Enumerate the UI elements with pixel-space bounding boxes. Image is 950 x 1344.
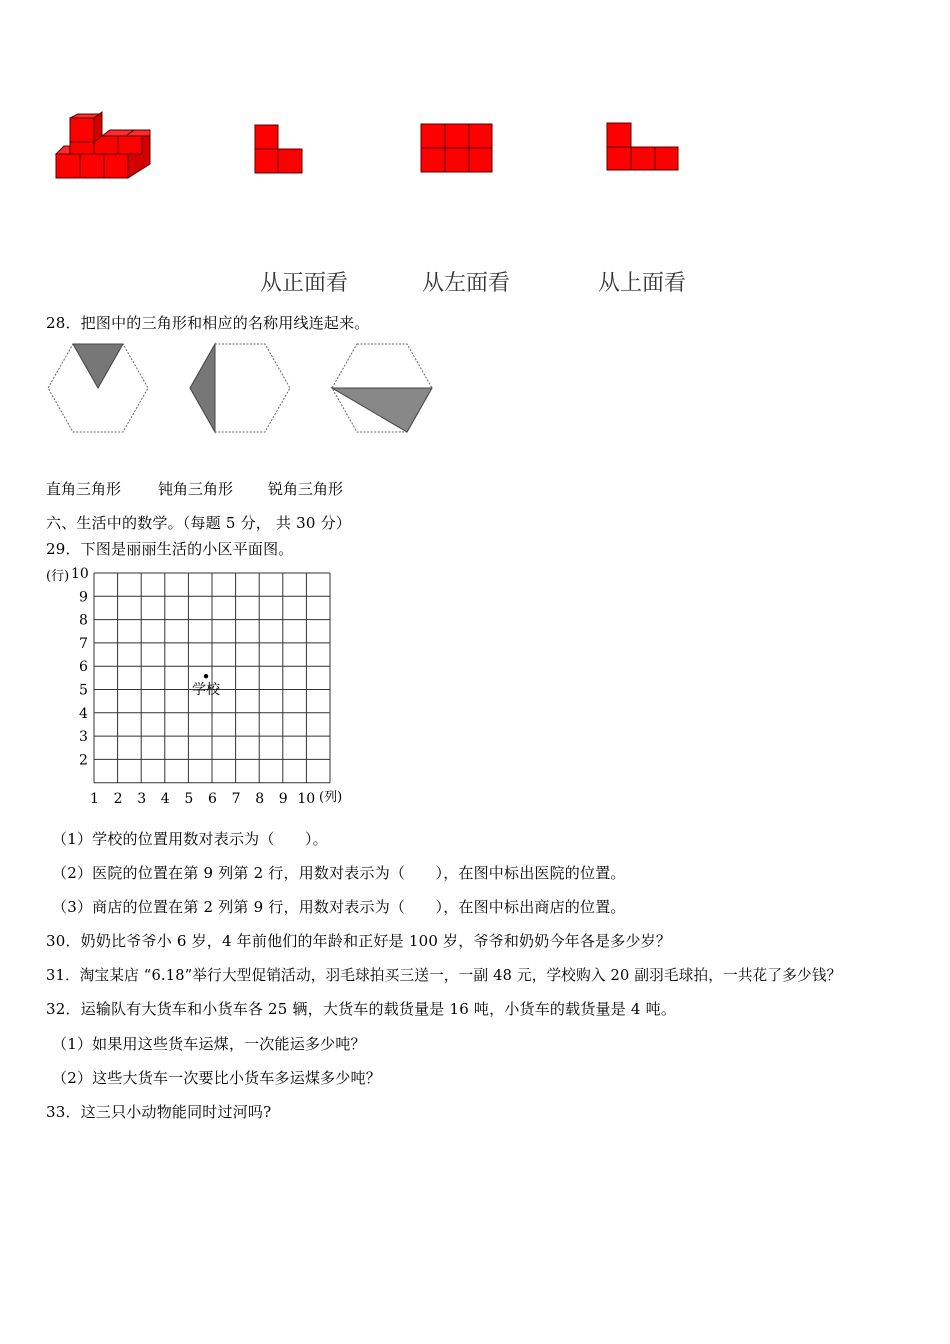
col-tick-label: 9 <box>278 791 288 807</box>
row-unit-label: (行) <box>46 569 70 584</box>
row-tick-label: 7 <box>79 635 88 652</box>
left-view-figure <box>420 123 494 173</box>
col-tick-label: 4 <box>160 791 170 807</box>
col-tick-label: 3 <box>137 791 147 807</box>
front-view-label: 从正面看 <box>260 271 349 296</box>
row-tick-label: 4 <box>79 705 88 722</box>
question-32-part-1: （1）如果用这些货车运煤，一次能运多少吨？ <box>52 1035 366 1053</box>
school-label: 学校 <box>192 682 220 699</box>
top-view-label: 从上面看 <box>598 271 687 296</box>
triangle-name-acute: 锐角三角形 <box>268 480 344 498</box>
col-tick-label: 7 <box>231 791 241 807</box>
cube-solid-figure <box>50 108 154 184</box>
col-tick-label: 8 <box>255 791 265 807</box>
community-grid-map <box>40 562 360 812</box>
question-28: 28．把图中的三角形和相应的名称用线连起来。 <box>46 314 370 332</box>
question-32: 32．运输队有大货车和小货车各 25 辆，大货车的载货量是 16 吨，小货车的载货量是 4 吨。 <box>46 1000 677 1018</box>
row-tick-label: 2 <box>79 752 88 769</box>
col-tick-label: 6 <box>208 791 217 807</box>
question-33: 33．这三只小动物能同时过河吗? <box>46 1103 272 1121</box>
triangle-name-right: 直角三角形 <box>46 480 122 498</box>
question-29-part-3: （3）商店的位置在第 2 列第 9 行，用数对表示为（ ），在图中标出商店的位置。 <box>52 898 626 916</box>
col-tick-label: 10 <box>297 791 316 807</box>
question-29-part-2: （2）医院的位置在第 9 列第 2 行，用数对表示为（ ），在图中标出医院的位置。 <box>52 864 626 882</box>
col-tick-label: 1 <box>90 791 99 807</box>
question-29: 29．下图是丽丽生活的小区平面图。 <box>46 540 294 558</box>
hexagon-figure-1 <box>46 342 150 434</box>
row-tick-label: 6 <box>79 659 88 676</box>
hexagon-figure-3 <box>330 342 434 434</box>
row-tick-label: 10 <box>71 566 89 582</box>
question-32-part-2: （2）这些大货车一次要比小货车多运煤多少吨？ <box>52 1069 381 1087</box>
hexagon-figure-2 <box>188 342 292 434</box>
row-tick-label: 3 <box>79 729 88 746</box>
question-29-part-1: （1）学校的位置用数对表示为（ ）。 <box>52 830 328 848</box>
col-tick-label: 2 <box>113 791 123 807</box>
question-31: 31．淘宝某店 “6.18”举行大型促销活动，羽毛球拍买三送一，一副 48 元，学校购入 20 副羽毛球拍，一共花了多少钱？ <box>46 967 842 984</box>
triangle-name-obtuse: 钝角三角形 <box>158 480 234 498</box>
top-view-figure <box>606 122 680 172</box>
row-tick-label: 9 <box>79 589 88 606</box>
col-unit-label: (列) <box>319 790 343 805</box>
left-view-label: 从左面看 <box>422 271 511 296</box>
col-tick-label: 5 <box>184 791 194 807</box>
front-view-figure <box>254 124 304 174</box>
section-6-heading: 六、生活中的数学。（每题 5 分， 共 30 分） <box>46 514 351 532</box>
school-point <box>204 674 208 678</box>
row-tick-label: 5 <box>79 682 88 699</box>
question-30: 30．奶奶比爷爷小 6 岁，4 年前他们的年龄和正好是 100 岁，爷爷和奶奶今年各是多少岁？ <box>46 932 672 950</box>
row-tick-label: 8 <box>79 612 88 629</box>
